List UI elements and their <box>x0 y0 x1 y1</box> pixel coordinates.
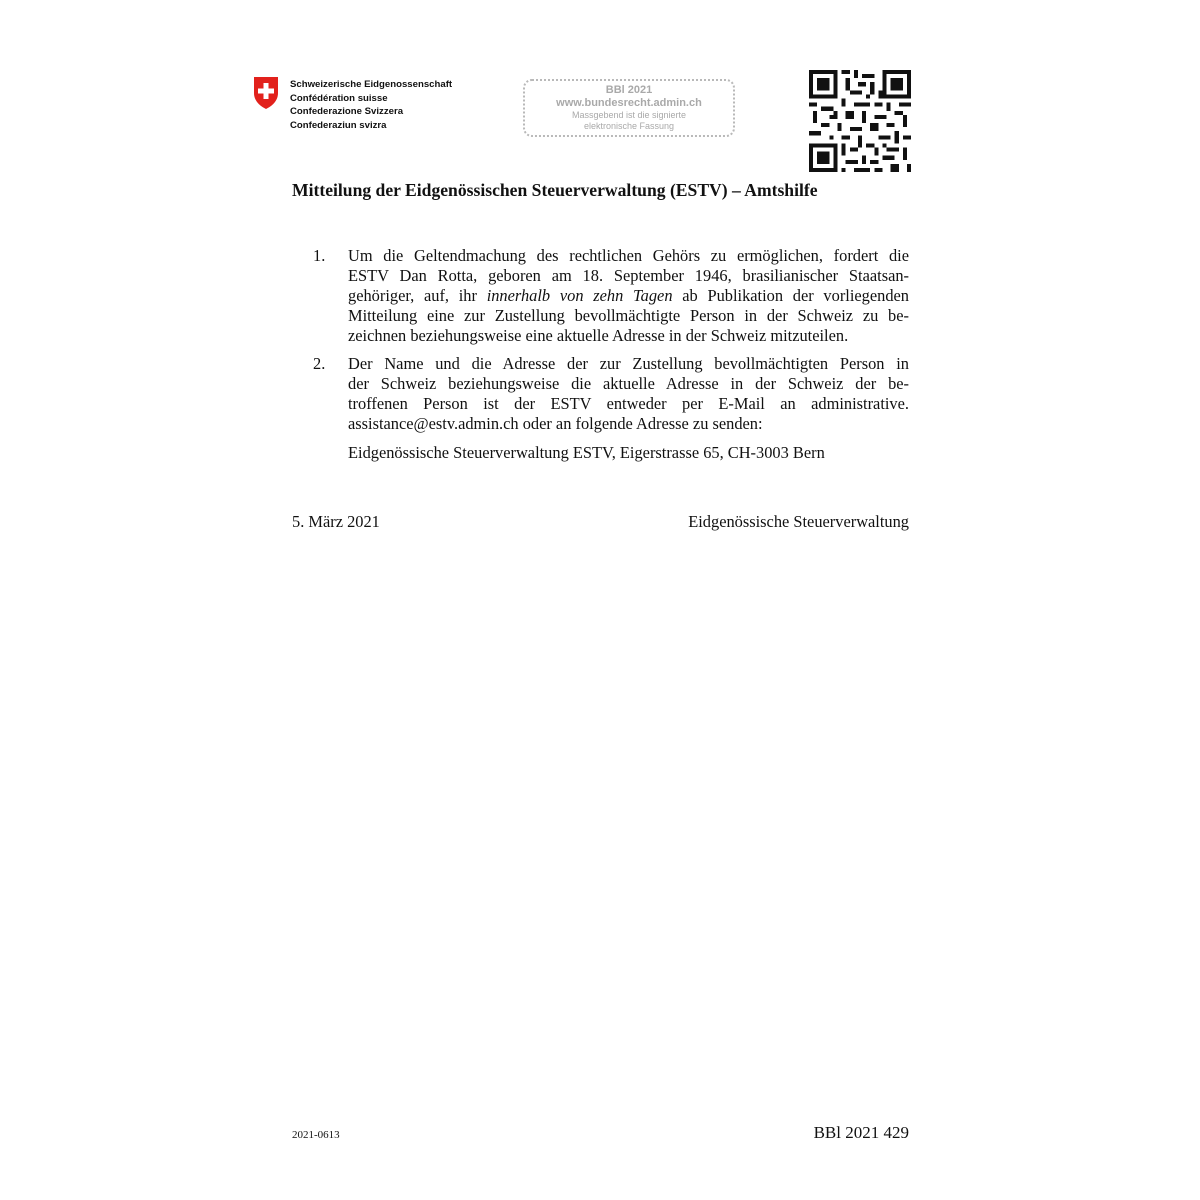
document-id: 2021-0613 <box>292 1129 340 1141</box>
list-item-1 <box>292 246 909 346</box>
item-text: gehöriger, auf, ihr <box>348 286 487 305</box>
stamp-line-1: BBl 2021 <box>605 84 653 96</box>
signer: Eidgenössische Steuerverwaltung <box>688 512 909 531</box>
item-text: ab Publikation der vorliegenden <box>672 286 909 305</box>
stamp-url: www.bundesrecht.admin.ch <box>556 97 702 109</box>
qr-code-icon <box>809 70 911 172</box>
item-line: assistance@estv.admin.ch oder an folgende Adresse zu senden: <box>348 414 763 433</box>
item-line <box>348 286 909 306</box>
swiss-cross-icon <box>251 76 281 110</box>
postal-address: Eidgenössische Steuerverwaltung ESTV, Eigerstrasse 65, CH-3003 Bern <box>348 443 825 462</box>
emphasis-deadline: innerhalb von zehn Tagen <box>486 286 673 305</box>
federal-names <box>290 78 452 132</box>
item-line: der Schweiz beziehungsweise die aktuelle Adresse in der Schweiz der be- <box>348 374 909 393</box>
item-body <box>348 354 909 434</box>
item-number: 1. <box>313 246 326 265</box>
item-number: 2. <box>313 354 326 373</box>
document-date: 5. März 2021 <box>292 512 380 531</box>
federal-name-rm: Confederaziun svizra <box>290 119 387 131</box>
signature-stamp <box>523 79 735 137</box>
document-title: Mitteilung der Eidgenössischen Steuerverwaltung (ESTV) – Amtshilfe <box>292 180 818 200</box>
stamp-line-3: Massgebend ist die signierte <box>571 110 687 120</box>
item-line: Mitteilung eine zur Zustellung bevollmächtigte Person in der Schweiz zu be- <box>348 306 909 325</box>
item-line: Um die Geltendmachung des rechtlichen Gehörs zu ermöglichen, fordert die <box>348 246 909 265</box>
item-body <box>348 246 909 346</box>
federal-name-it: Confederazione Svizzera <box>290 106 404 118</box>
publication-reference: BBl 2021 429 <box>813 1123 909 1142</box>
federal-name-de: Schweizerische Eidgenossenschaft <box>290 79 453 90</box>
item-line: zeichnen beziehungsweise eine aktuelle Adresse in der Schweiz mitzuteilen. <box>348 326 849 345</box>
item-line: troffenen Person ist der ESTV entweder per E-Mail an administrative. <box>348 394 909 413</box>
list-item-2 <box>292 354 909 434</box>
stamp-line-4: elektronische Fassung <box>583 121 675 131</box>
item-line: Der Name und die Adresse der zur Zustellung bevollmächtigten Person in <box>348 354 909 373</box>
federal-name-fr: Confédération suisse <box>290 92 388 104</box>
item-line: ESTV Dan Rotta, geboren am 18. September 1946, brasilianischer Staatsan- <box>348 266 909 285</box>
